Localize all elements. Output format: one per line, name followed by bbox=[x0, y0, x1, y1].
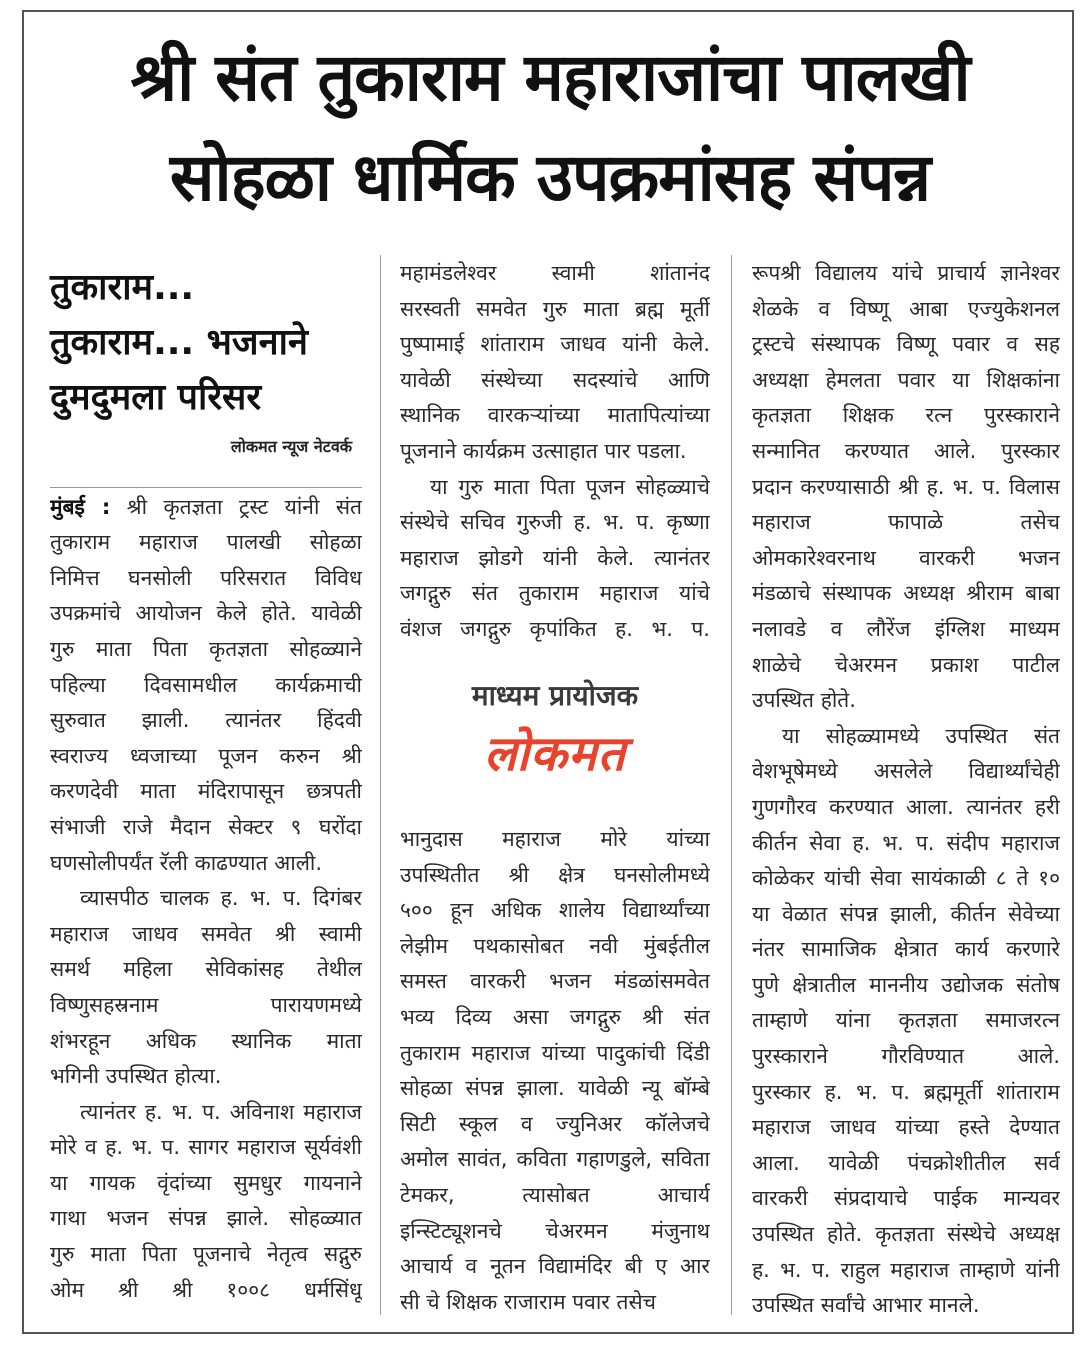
column-2-top bbox=[400, 256, 710, 648]
text-line: जगद्गुरु संत तुकाराम महाराज यांचे bbox=[400, 581, 710, 606]
text-line: सोहळा संपन्न झाला. यावेळी न्यू बॉम्बे bbox=[400, 1076, 710, 1101]
text-line: ट्रस्टचे संस्थापक विष्णू पवार व सह bbox=[752, 332, 1060, 357]
text-line: ताम्हाणे यांना कृतज्ञता समाजरत्न bbox=[752, 1008, 1060, 1033]
text-line: या वेळात संपन्न झाली, कीर्तन सेवेच्या bbox=[752, 901, 1060, 926]
text-line: आचार्य व नूतन विद्यामंदिर बी ए आर bbox=[400, 1254, 710, 1279]
text-line: पूजनाने कार्यक्रम उत्साहात पार पडला. bbox=[400, 438, 687, 463]
text-line: संस्थेचे सचिव गुरुजी ह. भ. प. कृष्णा bbox=[400, 510, 710, 535]
column-2-bottom bbox=[400, 822, 710, 1320]
text-line: करणदेवी माता मंदिरापासून छत्रपती bbox=[50, 779, 362, 804]
text-line: पहिल्या दिवसामधील कार्यक्रमाची bbox=[50, 672, 362, 697]
text-line: शेळके व विष्णू आबा एज्युकेशनल bbox=[752, 296, 1060, 321]
text-line: उपस्थित होते. कृतज्ञता संस्थेचे अध्यक्ष bbox=[752, 1222, 1060, 1247]
text-line: उपस्थित सर्वांचे आभार मानले. bbox=[752, 1293, 980, 1318]
text-line: वंशज जगद्गुरु कृपांकित ह. भ. प. bbox=[400, 616, 710, 641]
headline-line: श्री संत तुकाराम महाराजांचा पालखी bbox=[130, 39, 970, 116]
subheadline-line: दुमदुमला परिसर bbox=[50, 377, 262, 418]
column-1 bbox=[50, 260, 362, 1308]
text-line: विष्णुसहस्रनाम पारायणमध्ये bbox=[50, 992, 362, 1017]
column-1-body bbox=[50, 487, 362, 1309]
text-line: स्वराज्य ध्वजाच्या पूजन करुन श्री bbox=[50, 743, 362, 768]
text-line: सरस्वती समवेत गुरु माता ब्रह्म मूर्ती bbox=[400, 296, 710, 321]
text-line: नलावडे व लौरेंज इंग्लिश माध्यम bbox=[752, 616, 1060, 641]
text-line: इन्स्टिट्यूशनचे चेअरमन मंजुनाथ bbox=[400, 1218, 710, 1243]
paragraph bbox=[400, 256, 710, 470]
column-divider bbox=[731, 255, 732, 1315]
text-line: मोरे व ह. भ. प. सागर महाराज सूर्यवंशी bbox=[50, 1135, 362, 1160]
subheadline-line: तुकाराम... bbox=[50, 267, 195, 308]
text-line: ह. भ. प. राहुल महाराज ताम्हाणे यांनी bbox=[752, 1257, 1060, 1282]
text-line: वेशभूषेमध्ये असलेले विद्यार्थ्यांचेही bbox=[752, 759, 1060, 784]
text-line-rest: श्री कृतज्ञता ट्रस्ट यांनी संत bbox=[110, 494, 362, 519]
text-line: कोळेकर यांची सेवा सायंकाळी ८ ते १० bbox=[752, 866, 1060, 891]
text-line: अमोल सावंत, कविता गहाणडुले, सविता bbox=[400, 1147, 710, 1172]
text-line: नंतर सामाजिक क्षेत्रात कार्य करणारे bbox=[752, 937, 1060, 962]
text-line: त्यानंतर ह. भ. प. अविनाश महाराज bbox=[80, 1099, 362, 1124]
text-line: महाराज जाधव यांच्या हस्ते देण्यात bbox=[752, 1115, 1060, 1140]
paragraph bbox=[400, 470, 710, 648]
text-line: शंभरहून अधिक स्थानिक माता bbox=[50, 1028, 362, 1053]
text-line: महाराज झोडगे यांनी केले. त्यानंतर bbox=[400, 545, 710, 570]
text-line: गुरु माता पिता कृतज्ञता सोहळ्याने bbox=[50, 636, 362, 661]
text-line bbox=[50, 490, 362, 526]
paragraph bbox=[752, 719, 1060, 1324]
text-line: प्रदान करण्यासाठी श्री ह. भ. प. विलास bbox=[752, 474, 1060, 499]
byline: लोकमत न्यूज नेटवर्क bbox=[230, 437, 352, 456]
text-line: या गुरु माता पिता पूजन सोहळ्याचे bbox=[430, 474, 710, 499]
text-line: कृतज्ञता शिक्षक रत्न पुरस्काराने bbox=[752, 403, 1060, 428]
text-line: भानुदास महाराज मोरे यांच्या bbox=[400, 827, 710, 851]
text-line: अध्यक्षा हेमलता पवार या शिक्षकांना bbox=[752, 367, 1060, 392]
text-line: रूपश्री विद्यालय यांचे प्राचार्य ज्ञानेश्वर bbox=[752, 261, 1060, 285]
column-divider bbox=[380, 255, 381, 1315]
text-line: सन्मानित करण्यात आले. पुरस्कार bbox=[752, 438, 1060, 463]
text-line: सी चे शिक्षक राजाराम पवार तसेच bbox=[400, 1289, 657, 1314]
text-line: उपक्रमांचे आयोजन केले होते. यावेळी bbox=[50, 601, 362, 626]
text-line: निमित्त घनसोली परिसरात विविध bbox=[50, 565, 362, 590]
column-3 bbox=[752, 256, 1060, 1324]
text-line: कीर्तन सेवा ह. भ. प. संदीप महाराज bbox=[752, 830, 1060, 855]
text-line: गुरु माता पिता पूजनाचे नेतृत्व सद्गुरु bbox=[50, 1242, 362, 1267]
text-line: सिटी स्कूल व ज्युनिअर कॉलेजचे bbox=[400, 1111, 710, 1136]
paragraph bbox=[50, 1095, 362, 1309]
text-line: या गायक वृंदांच्या सुमधुर गायनाने bbox=[50, 1170, 362, 1195]
text-line: पुरस्काराने गौरविण्यात आले. bbox=[752, 1044, 1060, 1069]
text-line: लेझीम पथकासोबत नवी मुंबईतील bbox=[400, 933, 710, 958]
text-line: आला. यावेळी पंचक्रोशीतील सर्व bbox=[752, 1150, 1060, 1175]
text-line: समर्थ महिला सेविकांसह तेथील bbox=[50, 957, 362, 982]
text-line: व्यासपीठ चालक ह. भ. प. दिगंबर bbox=[80, 886, 362, 911]
paragraph bbox=[50, 490, 362, 882]
text-line: टेमकर, त्यासोबत आचार्य bbox=[400, 1182, 710, 1207]
paragraph bbox=[752, 256, 1060, 719]
sponsor-label: माध्यम प्रायोजक bbox=[471, 679, 639, 712]
text-line: महाराज जाधव समवेत श्री स्वामी bbox=[50, 921, 362, 946]
text-line: महामंडलेश्वर स्वामी शांतानंद bbox=[400, 261, 710, 285]
text-line: उपस्थित होते. bbox=[752, 688, 856, 713]
text-line: महाराज फापाळे तसेच bbox=[752, 510, 1060, 535]
paragraph bbox=[50, 881, 362, 1095]
text-line: या सोहळ्यामध्ये उपस्थित संत bbox=[782, 723, 1060, 748]
headline bbox=[30, 28, 1070, 228]
paragraph bbox=[400, 822, 710, 1320]
text-line: घणसोलीपर्यंत रॅली काढण्यात आली. bbox=[50, 850, 323, 875]
media-sponsor bbox=[400, 676, 710, 785]
text-line: संभाजी राजे मैदान सेक्टर ९ घरोंदा bbox=[50, 814, 362, 839]
text-line: उपस्थितीत श्री क्षेत्र घनसोलीमध्ये bbox=[400, 862, 710, 887]
text-line: वारकरी संप्रदायाचे पाईक मान्यवर bbox=[752, 1186, 1060, 1211]
text-line: ओमकारेश्वरनाथ वारकरी भजन bbox=[752, 545, 1060, 570]
text-line: भगिनी उपस्थित होत्या. bbox=[50, 1064, 222, 1089]
text-line: सुरुवात झाली. त्यानंतर हिंदवी bbox=[50, 708, 362, 733]
text-line: गुणगौरव करण्यात आला. त्यानंतर हरी bbox=[752, 794, 1060, 819]
text-line: पुरस्कार ह. भ. प. ब्रह्ममूर्ती शांताराम bbox=[752, 1079, 1060, 1104]
text-line: समस्त वारकरी भजन मंडळांसमवेत bbox=[400, 969, 710, 994]
text-line: शाळेचे चेअरमन प्रकाश पाटील bbox=[752, 652, 1060, 677]
lokmat-logo: लोकमत bbox=[484, 726, 626, 782]
subheadline-line: तुकाराम... भजनाने bbox=[50, 322, 308, 363]
text-line: यावेळी संस्थेच्या सदस्यांचे आणि bbox=[400, 367, 710, 392]
text-line: मंडळाचे संस्थापक अध्यक्ष श्रीराम बाबा bbox=[752, 581, 1060, 606]
text-line: स्थानिक वारकऱ्यांच्या मातापित्यांच्या bbox=[400, 403, 710, 428]
text-line: तुकाराम महाराज पालखी सोहळा bbox=[50, 530, 362, 555]
text-line: तुकाराम महाराज यांच्या पादुकांची दिंडी bbox=[400, 1040, 710, 1065]
text-line: गाथा भजन संपन्न झाले. सोहळ्यात bbox=[50, 1206, 362, 1231]
text-line: भव्य दिव्य असा जगद्गुरु श्री संत bbox=[400, 1004, 710, 1029]
text-line: पुणे क्षेत्रातील माननीय उद्योजक संतोष bbox=[752, 972, 1060, 997]
dateline: मुंबई : bbox=[50, 494, 111, 519]
text-line: ५०० हून अधिक शालेय विद्यार्थ्यांच्या bbox=[400, 898, 710, 923]
text-line: ओम श्री श्री १००८ धर्मसिंधू bbox=[50, 1277, 362, 1302]
text-line: पुष्पामाई शांताराम जाधव यांनी केले. bbox=[400, 332, 710, 357]
subheadline bbox=[50, 260, 362, 425]
headline-line: सोहळा धार्मिक उपक्रमांसह संपन्न bbox=[169, 139, 931, 216]
